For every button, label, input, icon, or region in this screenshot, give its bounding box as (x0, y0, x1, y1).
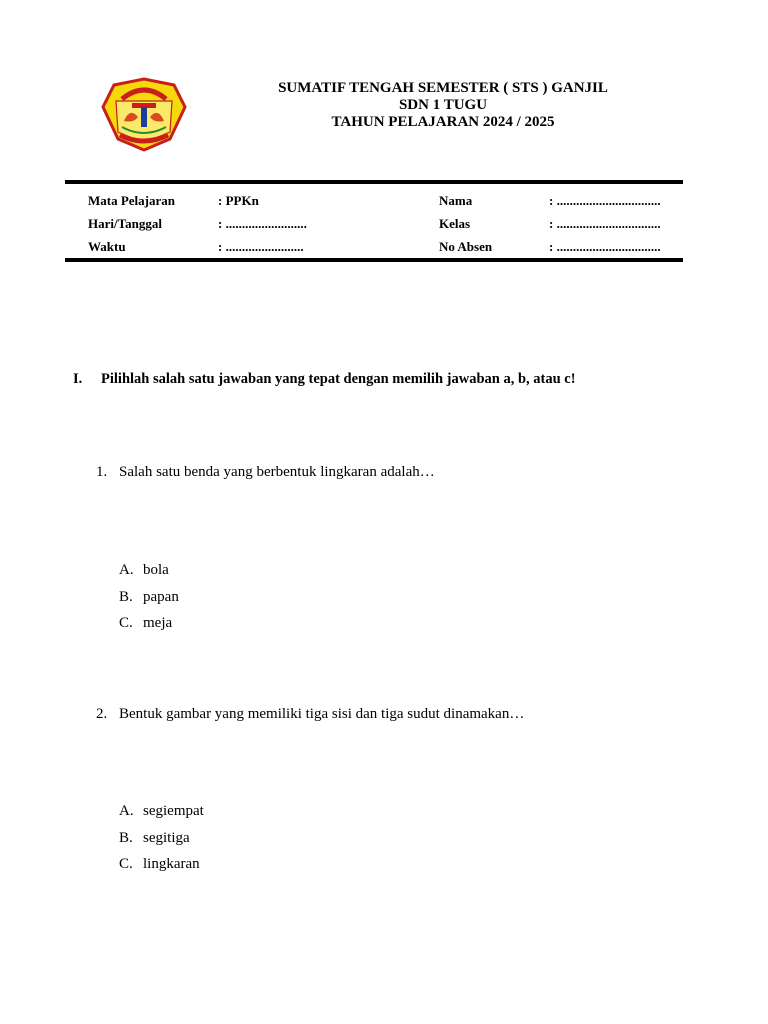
name-label: Nama (439, 193, 473, 208)
school-logo (100, 77, 188, 152)
question-number: 1. (96, 464, 108, 480)
question-text: Salah satu benda yang berbentuk lingkaran adalah… (119, 464, 435, 480)
option-letter: C. (119, 615, 133, 631)
question-number: 2. (96, 706, 108, 722)
info-row (88, 239, 688, 259)
subject-label: Mata Pelajaran (88, 193, 176, 208)
option-text: segitiga (143, 829, 190, 846)
academic-year: TAHUN PELAJARAN 2024 / 2025 (331, 114, 555, 130)
instruction-text: Pilihlah salah satu jawaban yang tepat dengan memilih jawaban a, b, atau c! (101, 371, 576, 387)
option-letter: B. (119, 588, 133, 605)
class-field[interactable]: : ................................ (549, 216, 661, 231)
name-field[interactable]: : ................................ (549, 193, 661, 208)
exam-header (200, 80, 686, 131)
school-name: SDN 1 TUGU (398, 97, 488, 113)
subject-value: : PPKn (218, 193, 259, 208)
time-field[interactable]: : ........................ (218, 239, 304, 254)
time-label: Waktu (88, 239, 126, 254)
section-number: I. (73, 371, 83, 387)
answer-option-b[interactable] (119, 584, 179, 611)
class-label: Kelas (439, 216, 471, 231)
answer-option-a[interactable] (119, 798, 204, 825)
absence-number-field[interactable]: : ................................ (549, 239, 661, 254)
option-letter: A. (119, 803, 134, 819)
date-field[interactable]: : ......................... (218, 216, 307, 231)
option-text: meja (143, 615, 173, 631)
header-divider-bottom (65, 258, 683, 262)
option-letter: C. (119, 856, 133, 872)
section-instruction (73, 371, 733, 388)
question-1-options (119, 557, 179, 637)
question-2-options (119, 798, 204, 878)
question-text: Bentuk gambar yang memiliki tiga sisi dan tiga sudut dinamakan… (119, 706, 525, 722)
option-text: segiempat (143, 803, 204, 819)
info-row (88, 193, 688, 213)
header-divider-top (65, 180, 683, 184)
exam-title: SUMATIF TENGAH SEMESTER ( STS ) GANJIL (278, 80, 608, 96)
option-text: bola (143, 562, 169, 578)
question-2 (96, 706, 524, 723)
option-text: papan (143, 588, 179, 605)
answer-option-a[interactable] (119, 557, 179, 584)
question-1 (96, 464, 435, 481)
date-label: Hari/Tanggal (88, 216, 162, 231)
answer-option-c[interactable] (119, 851, 204, 878)
absence-number-label: No Absen (439, 239, 493, 254)
option-letter: B. (119, 829, 133, 846)
answer-option-c[interactable] (119, 610, 179, 637)
option-text: lingkaran (143, 856, 200, 872)
info-row (88, 216, 688, 236)
answer-option-b[interactable] (119, 825, 204, 852)
option-letter: A. (119, 562, 134, 578)
